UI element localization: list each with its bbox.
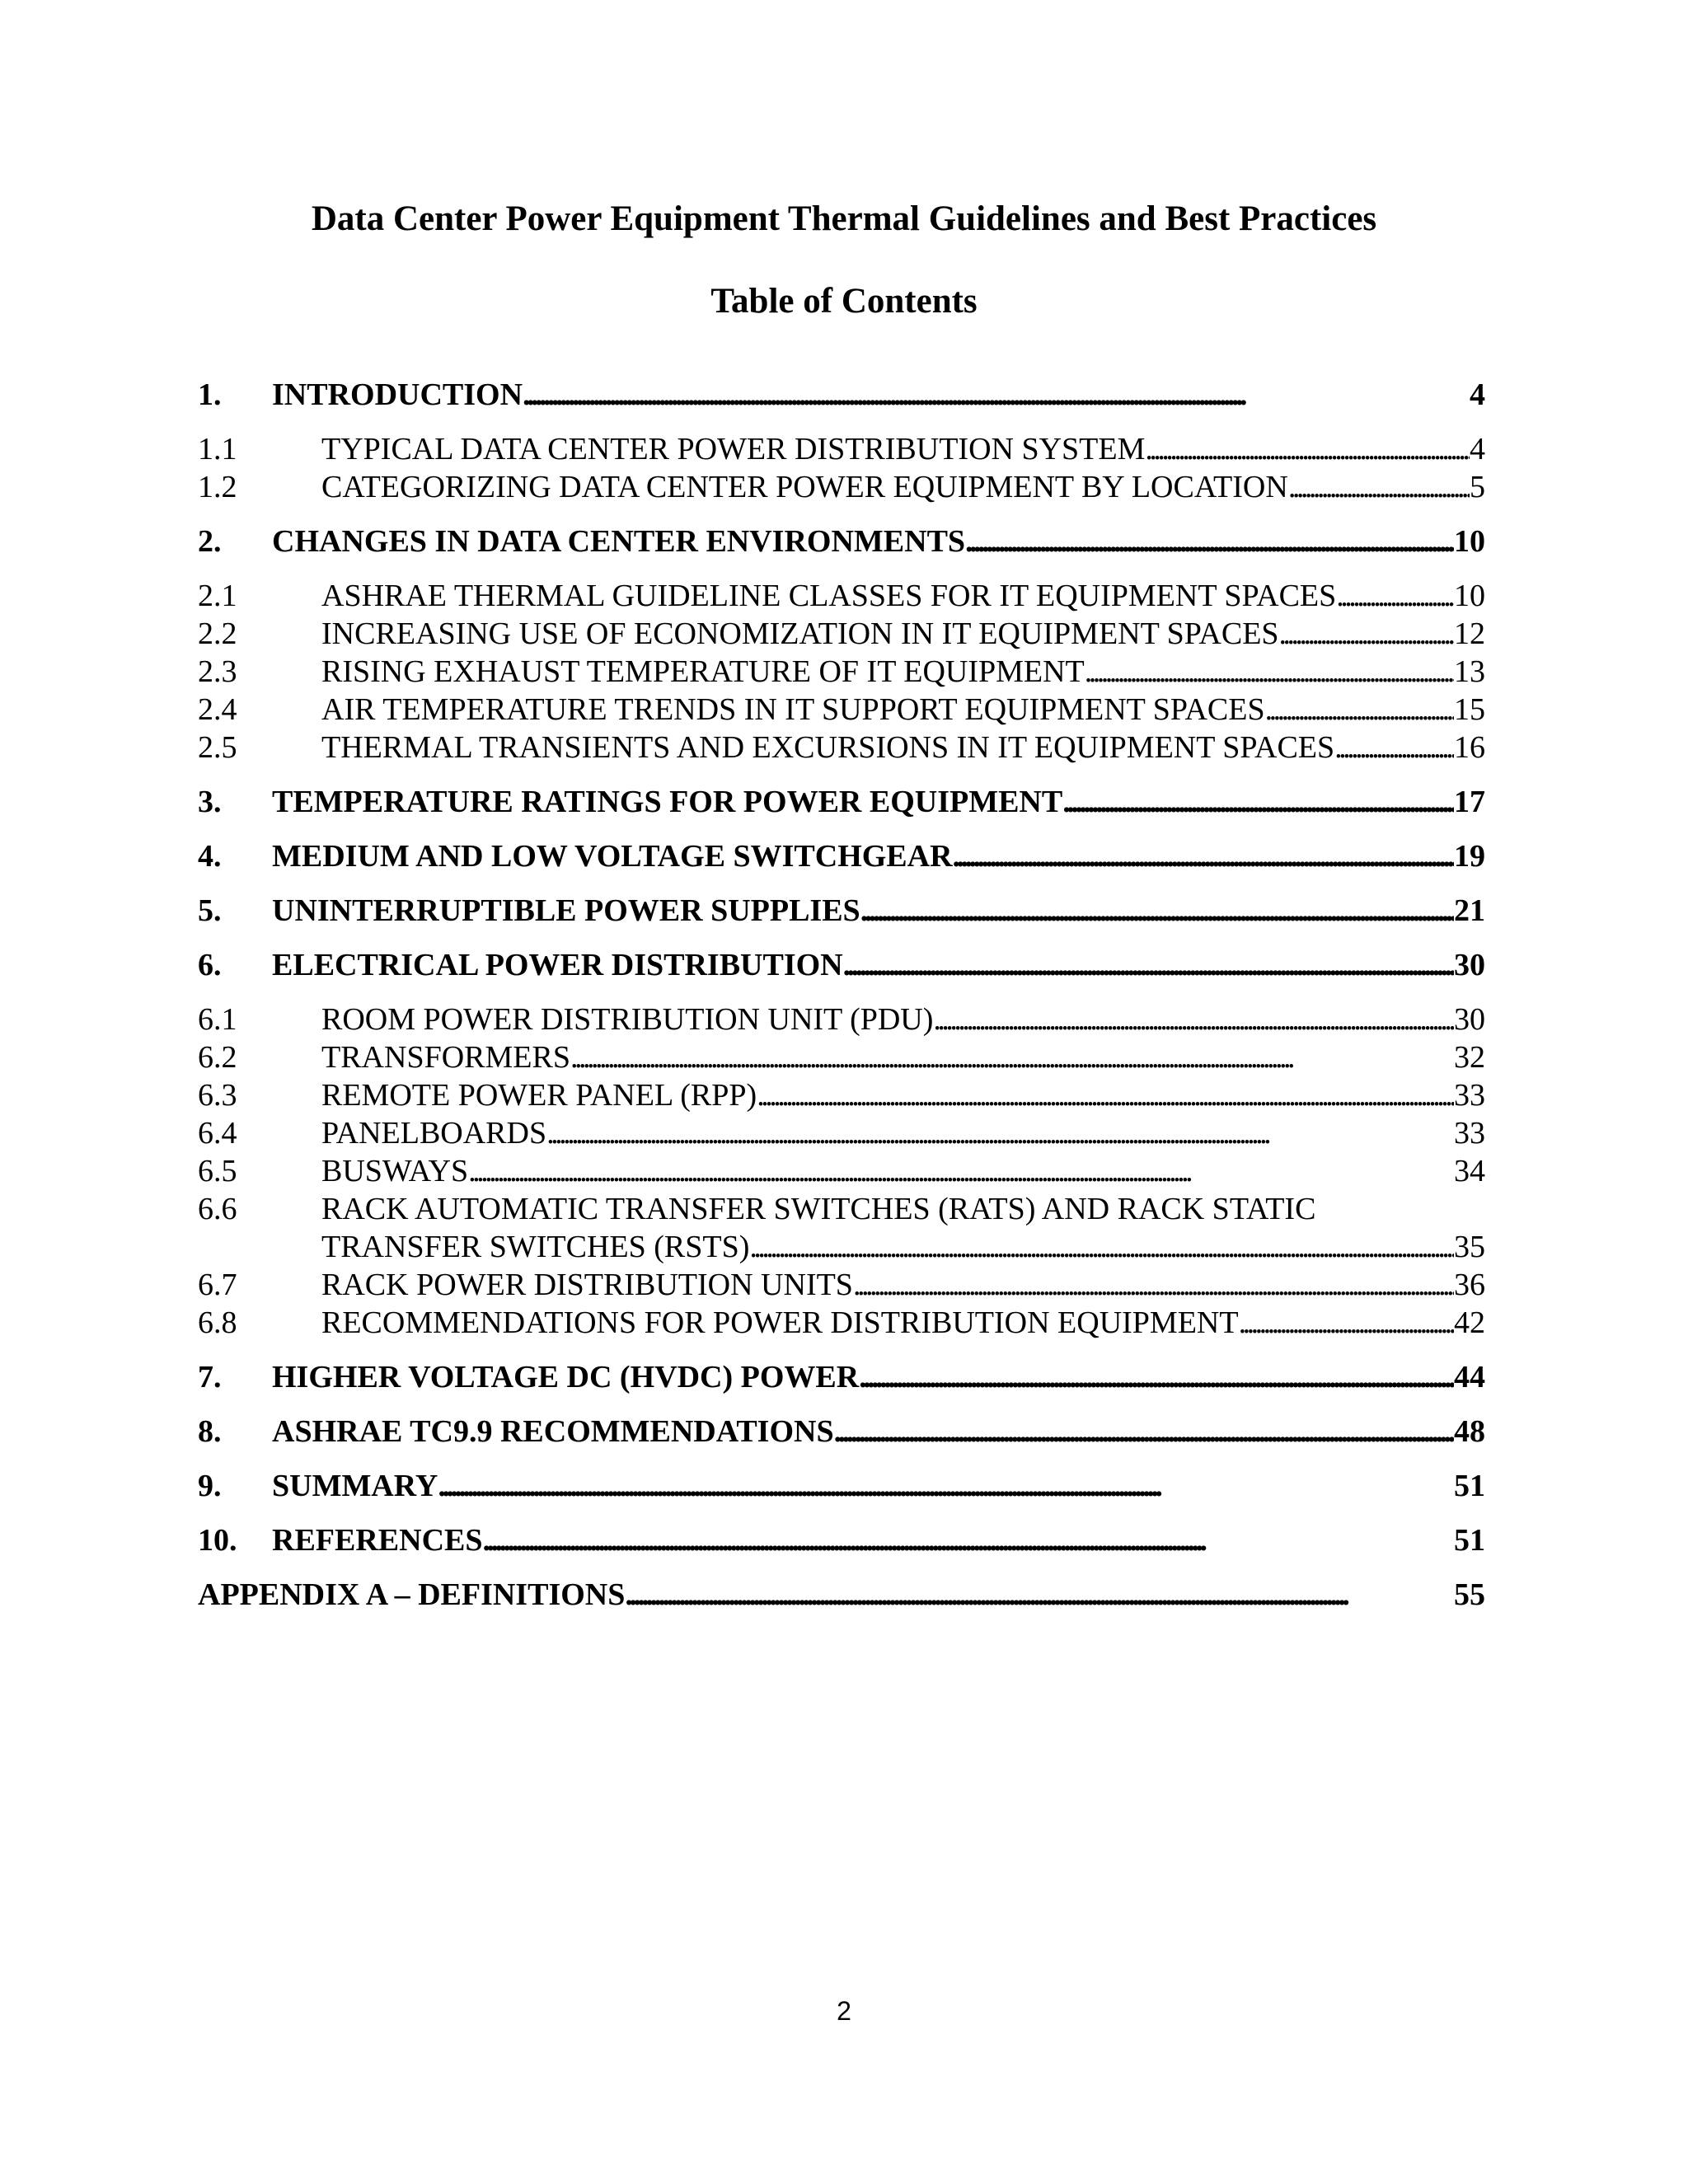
toc-entry-1[interactable] (198, 376, 1485, 414)
toc-entry-number: 2.5 (198, 730, 237, 765)
toc-entry-page: 4 (1470, 377, 1485, 412)
toc-dot-leader (859, 1358, 1454, 1396)
toc-dot-leader (1145, 430, 1470, 468)
toc-entry-number: 2. (198, 524, 222, 559)
toc-entry-page: 12 (1454, 616, 1485, 651)
toc-entry-page: 35 (1454, 1230, 1485, 1264)
toc-dot-leader (860, 892, 1454, 930)
toc-entry-number: 4. (198, 839, 222, 874)
table-of-contents (198, 0, 1485, 2184)
toc-entry-1-1[interactable] (198, 430, 1485, 468)
toc-entry-title: ASHRAE THERMAL GUIDELINE CLASSES FOR IT EQUIPMENT SPACES (321, 579, 1337, 613)
toc-entry-page: 16 (1454, 730, 1485, 765)
toc-entry-title: HIGHER VOLTAGE DC (HVDC) POWER (272, 1360, 860, 1394)
toc-dot-leader (1265, 691, 1454, 729)
toc-entry-title: MEDIUM AND LOW VOLTAGE SWITCHGEAR (272, 839, 953, 874)
toc-entry-page: 42 (1454, 1305, 1485, 1340)
toc-entry-6-3[interactable] (198, 1076, 1485, 1114)
toc-dot-leader (965, 523, 1454, 560)
toc-entry-number: 1. (198, 377, 222, 412)
toc-entry-2-5[interactable] (198, 729, 1485, 766)
toc-dot-leader (1279, 615, 1454, 653)
toc-dot-leader (523, 376, 1470, 414)
toc-entry-page: 4 (1470, 432, 1485, 466)
toc-entry-number: 2.1 (198, 579, 237, 613)
toc-dot-leader (483, 1521, 1455, 1559)
toc-entry-title: ASHRAE TC9.9 RECOMMENDATIONS (272, 1414, 834, 1449)
toc-entry-2-3[interactable] (198, 653, 1485, 691)
toc-dot-leader (625, 1576, 1454, 1614)
toc-entry-2[interactable] (198, 523, 1485, 560)
toc-entry-title: RACK POWER DISTRIBUTION UNITS (321, 1268, 853, 1302)
toc-entry-number: 7. (198, 1360, 222, 1394)
toc-entry-page: 5 (1470, 470, 1485, 504)
toc-entry-title: CATEGORIZING DATA CENTER POWER EQUIPMENT BY LOCATION (321, 470, 1288, 504)
toc-entry-number: 5. (198, 893, 222, 928)
toc-dot-leader (1288, 468, 1470, 506)
toc-entry-page: 19 (1454, 839, 1485, 874)
toc-entry-6[interactable] (198, 946, 1485, 984)
toc-entry-title: INCREASING USE OF ECONOMIZATION IN IT EQUIPMENT SPACES (321, 616, 1279, 651)
toc-dot-leader (953, 837, 1454, 875)
toc-entry-page: 17 (1454, 785, 1485, 819)
toc-entry-number: 2.4 (198, 692, 237, 727)
toc-entry-6-8[interactable] (198, 1304, 1485, 1342)
toc-dot-leader (1062, 783, 1454, 821)
toc-entry-number: 1.1 (198, 432, 237, 466)
toc-entry-title: THERMAL TRANSIENTS AND EXCURSIONS IN IT EQUIPMENT SPACES (321, 730, 1335, 765)
toc-entry-10[interactable] (198, 1521, 1485, 1559)
toc-entry-4[interactable] (198, 837, 1485, 875)
toc-entry-2-4[interactable] (198, 691, 1485, 729)
toc-entry-8[interactable] (198, 1413, 1485, 1451)
toc-entry-6-5[interactable] (198, 1152, 1485, 1190)
toc-entry-page: 48 (1454, 1414, 1485, 1449)
toc-dot-leader (933, 1001, 1454, 1038)
toc-dot-leader (468, 1152, 1454, 1190)
toc-entry-appendix-a[interactable] (198, 1576, 1485, 1614)
toc-entry-page: 30 (1454, 1002, 1485, 1037)
toc-entry-6-2[interactable] (198, 1038, 1485, 1076)
toc-entry-number: 1.2 (198, 470, 237, 504)
toc-entry-title: REMOTE POWER PANEL (RPP) (321, 1078, 757, 1113)
toc-dot-leader (438, 1467, 1454, 1505)
toc-entry-title: REFERENCES (272, 1523, 483, 1558)
toc-entry-title: TEMPERATURE RATINGS FOR POWER EQUIPMENT (272, 785, 1063, 819)
toc-entry-title: BUSWAYS (321, 1154, 469, 1188)
toc-entry-title: SUMMARY (272, 1469, 438, 1503)
toc-entry-title: AIR TEMPERATURE TRENDS IN IT SUPPORT EQUIPMENT SPACES (321, 692, 1265, 727)
toc-dot-leader (546, 1114, 1454, 1152)
toc-dot-leader (843, 946, 1454, 984)
toc-entry-title: PANELBOARDS (321, 1116, 547, 1151)
document-title: Data Center Power Equipment Thermal Guidelines and Best Practices (311, 199, 1377, 238)
toc-entry-number: 6.6 (198, 1192, 237, 1226)
toc-entry-page: 51 (1454, 1469, 1485, 1503)
toc-entry-6-4[interactable] (198, 1114, 1485, 1152)
toc-entry-page: 10 (1454, 579, 1485, 613)
toc-dot-leader (853, 1266, 1454, 1304)
toc-dot-leader (834, 1413, 1454, 1451)
toc-entry-number: 6.7 (198, 1268, 237, 1302)
toc-entry-title: RECOMMENDATIONS FOR POWER DISTRIBUTION EQUIPMENT (321, 1305, 1239, 1340)
toc-entry-title: APPENDIX A – DEFINITIONS (198, 1577, 626, 1612)
toc-entry-page: 51 (1454, 1523, 1485, 1558)
toc-entry-title: UNINTERRUPTIBLE POWER SUPPLIES (272, 893, 860, 928)
toc-entry-page: 13 (1454, 654, 1485, 689)
toc-entry-page: 34 (1454, 1154, 1485, 1188)
toc-entry-page: 33 (1454, 1078, 1485, 1113)
toc-entry-page: 33 (1454, 1116, 1485, 1151)
toc-entry-number: 6.8 (198, 1305, 237, 1340)
toc-entry-page: 32 (1454, 1040, 1485, 1075)
toc-entry-page: 44 (1454, 1360, 1485, 1394)
toc-entry-title: CHANGES IN DATA CENTER ENVIRONMENTS (272, 524, 966, 559)
toc-entry-6-7[interactable] (198, 1266, 1485, 1304)
toc-dot-leader (1336, 577, 1454, 615)
toc-entry-number: 6.2 (198, 1040, 237, 1075)
toc-entry-number: 6.3 (198, 1078, 237, 1113)
toc-dot-leader (1334, 729, 1454, 766)
toc-entry-number: 6. (198, 948, 222, 982)
toc-dot-leader (749, 1228, 1454, 1266)
toc-entry-2-1[interactable] (198, 577, 1485, 615)
toc-entry-page: 21 (1454, 893, 1485, 928)
toc-entry-title: TYPICAL DATA CENTER POWER DISTRIBUTION SYSTEM (321, 432, 1146, 466)
toc-entry-page: 36 (1454, 1268, 1485, 1302)
toc-entry-title-line1: RACK AUTOMATIC TRANSFER SWITCHES (RATS) AND RACK STATIC (321, 1192, 1316, 1226)
toc-entry-number: 2.2 (198, 616, 237, 651)
toc-entry-number: 6.5 (198, 1154, 237, 1188)
toc-entry-6-6-line2[interactable] (198, 1228, 1485, 1266)
toc-dot-leader (1239, 1304, 1454, 1342)
toc-entry-title: ELECTRICAL POWER DISTRIBUTION (272, 948, 843, 982)
toc-entry-number: 8. (198, 1414, 222, 1449)
toc-entry-number: 6.4 (198, 1116, 237, 1151)
toc-entry-6-1[interactable] (198, 1001, 1485, 1038)
toc-dot-leader (570, 1038, 1454, 1076)
toc-entry-number: 2.3 (198, 654, 237, 689)
toc-entry-page: 55 (1454, 1577, 1485, 1612)
toc-entry-title: TRANSFORMERS (321, 1040, 570, 1075)
toc-entry-title: TRANSFER SWITCHES (RSTS) (321, 1230, 750, 1264)
toc-entry-9[interactable] (198, 1467, 1485, 1505)
toc-entry-5[interactable] (198, 892, 1485, 930)
toc-entry-title: ROOM POWER DISTRIBUTION UNIT (PDU) (321, 1002, 934, 1037)
toc-heading: Table of Contents (710, 282, 978, 321)
toc-entry-6-6-line1[interactable] (198, 1190, 1485, 1228)
toc-dot-leader (757, 1076, 1454, 1114)
toc-entry-number: 9. (198, 1469, 222, 1503)
toc-entry-title: RISING EXHAUST TEMPERATURE OF IT EQUIPMENT (321, 654, 1085, 689)
toc-entry-title: INTRODUCTION (272, 377, 523, 412)
toc-entry-3[interactable] (198, 783, 1485, 821)
toc-entry-page: 15 (1454, 692, 1485, 727)
toc-entry-number: 10. (198, 1523, 237, 1558)
toc-entry-page: 10 (1454, 524, 1485, 559)
toc-entry-2-2[interactable] (198, 615, 1485, 653)
toc-entry-page: 30 (1454, 948, 1485, 982)
toc-entry-number: 6.1 (198, 1002, 237, 1037)
toc-entry-1-2[interactable] (198, 468, 1485, 506)
page-number: 2 (837, 1996, 851, 2026)
toc-entry-7[interactable] (198, 1358, 1485, 1396)
toc-entry-number: 3. (198, 785, 222, 819)
toc-dot-leader (1085, 653, 1454, 691)
